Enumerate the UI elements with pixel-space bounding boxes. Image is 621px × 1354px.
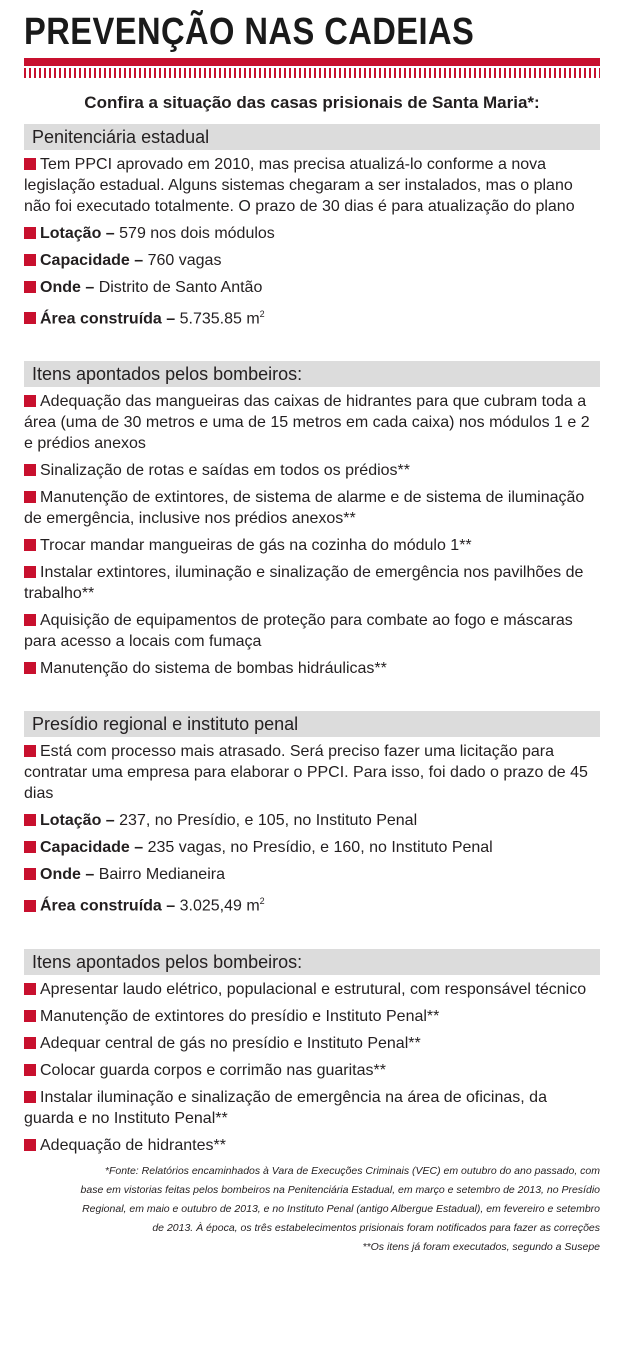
bullet-square-icon	[24, 1037, 36, 1049]
bullet-square-icon	[24, 281, 36, 293]
bullet-square-icon	[24, 1139, 36, 1151]
bullet-square-icon	[24, 1010, 36, 1022]
bullet-square-icon	[24, 983, 36, 995]
fact-item: Onde – Distrito de Santo Antão	[24, 277, 600, 298]
list-item: Apresentar laudo elétrico, populacional e estrutural, com responsável técnico	[24, 979, 600, 1000]
bullet-square-icon	[24, 158, 36, 170]
list-item: Manutenção do sistema de bombas hidráulicas**	[24, 658, 600, 679]
section-itens-presidio	[24, 949, 600, 1156]
list-item: Adequar central de gás no presídio e Instituto Penal**	[24, 1033, 600, 1054]
list-item: Sinalização de rotas e saídas em todos os prédios**	[24, 460, 600, 481]
list-item: Manutenção de extintores, de sistema de alarme e de sistema de iluminação de emergência, inclusive nos prédios anexos**	[24, 489, 585, 528]
bullet-square-icon	[24, 1064, 36, 1076]
fact-item: Onde – Bairro Medianeira	[24, 864, 600, 885]
fact-item: Capacidade – 760 vagas	[24, 250, 600, 271]
bullet-square-icon	[24, 745, 36, 757]
source-line: Regional, em maio e outubro de 2013, e no Instituto Penal (antigo Albergue Estadual), em fevereiro e setembro	[82, 1202, 600, 1215]
list-item: Colocar guarda corpos e corrimão nas guaritas**	[24, 1060, 600, 1081]
bullet-square-icon	[24, 491, 36, 503]
fact-item: Área construída – 5.735.85 $m^2$	[24, 304, 600, 329]
bullet-square-icon	[24, 1091, 36, 1103]
list-item: Manutenção de extintores do presídio e Instituto Penal**	[24, 1006, 600, 1027]
executed-note: **Os itens já foram executados, segundo a Susepe	[362, 1240, 600, 1253]
bullet-square-icon	[24, 814, 36, 826]
source-line: base em vistorias feitas pelos bombeiros na Penitenciária Estadual, em março e setembro de 2013, no Presídio	[80, 1183, 600, 1196]
intro-paragraph: Tem PPCI aprovado em 2010, mas precisa atualizá-lo conforme a nova legislação estadual. Alguns sistemas chegaram a ser instalados, mas o plano não foi executado totalmente. O prazo de 30 dias é para atualização do plano	[24, 156, 575, 215]
bullet-square-icon	[24, 662, 36, 674]
section-heading: Itens apontados pelos bombeiros:	[24, 949, 600, 975]
bullet-square-icon	[24, 614, 36, 626]
fact-item: Lotação – 579 nos dois módulos	[24, 223, 600, 244]
source-line: de 2013. À época, os três estabelecimentos prisionais foram notificados para fazer as correções	[152, 1221, 600, 1234]
infographic	[24, 0, 600, 1257]
section-presidio	[24, 711, 600, 916]
fact-item: Lotação – 237, no Presídio, e 105, no Instituto Penal	[24, 810, 600, 831]
bullet-square-icon	[24, 254, 36, 266]
source-footnote	[24, 1162, 600, 1257]
list-item: Instalar extintores, iluminação e sinalização de emergência nos pavilhões de trabalho**	[24, 564, 584, 603]
section-heading: Itens apontados pelos bombeiros:	[24, 361, 600, 387]
bullet-square-icon	[24, 566, 36, 578]
list-item: Adequação de hidrantes**	[24, 1135, 600, 1156]
bullet-square-icon	[24, 841, 36, 853]
intro-paragraph: Está com processo mais atrasado. Será preciso fazer uma licitação para contratar uma empresa para elaborar o PPCI. Para isso, foi dado o prazo de 45 dias	[24, 743, 588, 803]
bullet-square-icon	[24, 395, 36, 407]
section-heading: Penitenciária estadual	[24, 124, 600, 150]
subtitle: Confira a situação das casas prisionais de Santa Maria*:	[84, 93, 540, 112]
list-item: Instalar iluminação e sinalização de emergência na área de oficinas, da guarda e no Instituto Penal**	[24, 1088, 547, 1127]
title-red-bar	[24, 58, 600, 66]
list-item: Aquisição de equipamentos de proteção para combate ao fogo e máscaras para acesso a locais com fumaça	[24, 612, 573, 651]
bullet-square-icon	[24, 868, 36, 880]
fact-item: Área construída – 3.025,49 $m^2$	[24, 891, 600, 916]
page-title: PREVENÇÃO NAS CADEIAS	[24, 11, 475, 53]
bullet-square-icon	[24, 900, 36, 912]
fact-item: Capacidade – 235 vagas, no Presídio, e 160, no Instituto Penal	[24, 837, 600, 858]
list-item: Trocar mandar mangueiras de gás na cozinha do módulo 1**	[24, 535, 600, 556]
bullet-square-icon	[24, 539, 36, 551]
bullet-square-icon	[24, 312, 36, 324]
bullet-square-icon	[24, 227, 36, 239]
title-hatch-divider	[24, 68, 600, 78]
section-heading: Presídio regional e instituto penal	[24, 711, 600, 737]
list-item: Adequação das mangueiras das caixas de hidrantes para que cubram toda a área (uma de 30 metros e uma de 15 metros em cada caixa) nos módulos 1 e 2 e prédios anexos	[24, 393, 590, 453]
section-itens-penitenciaria	[24, 361, 600, 679]
bullet-square-icon	[24, 464, 36, 476]
source-line: *Fonte: Relatórios encaminhados à Vara de Execuções Criminais (VEC) em outubro do ano passado, com	[104, 1164, 600, 1177]
section-penitenciaria	[24, 124, 600, 329]
